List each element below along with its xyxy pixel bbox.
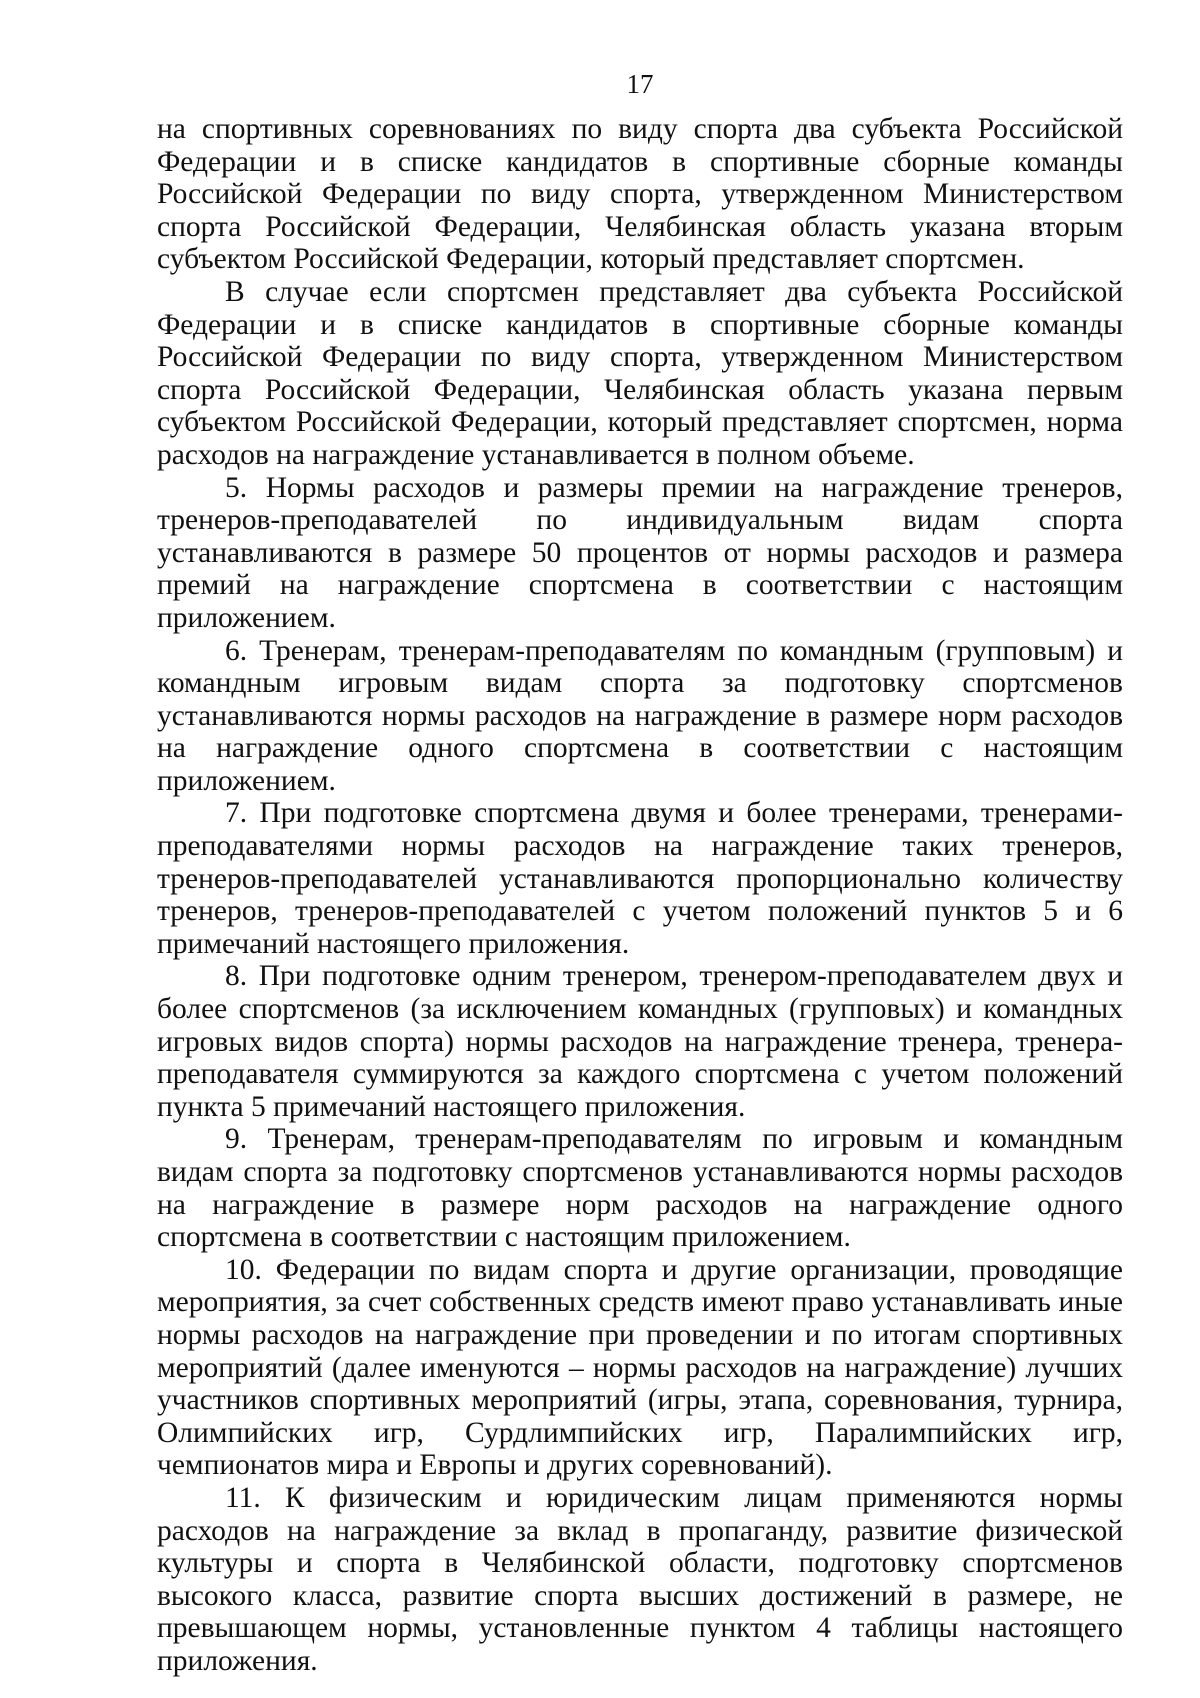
paragraph-item-10: 10. Федерации по видам спорта и другие организации, проводящие мероприятия, за счет собственных средств имеют право устанавливать иные нормы расходов на награждение при проведении и по итогам спортивных мероприятий (далее именуются – нормы расходов на награждение) лучших участников спортивных мероприятий (игры, этапа, соревнования, турнира, Олимпийских игр, Сурдлимпийских игр, Паралимпийских игр, чемпионатов мира и Европы и других соревнований).	[157, 1253, 1123, 1482]
paragraph-item-8: 8. При подготовке одним тренером, тренером-преподавателем двух и более спортсменов (за исключением командных (групповых) и командных игровых видов спорта) нормы расходов на награждение тренера, тренера-преподавателя суммируются за каждого спортсмена с учетом положений пункта 5 примечаний настоящего приложения.	[157, 960, 1123, 1123]
paragraph-item-9: 9. Тренерам, тренерам-преподавателям по игровым и командным видам спорта за подготовку спортсменов устанавливаются нормы расходов на награждение в размере норм расходов на награждение одного спортсмена в соответствии с настоящим приложением.	[157, 1123, 1123, 1254]
paragraph-item-6: 6. Тренерам, тренерам-преподавателям по командным (групповым) и командным игровым видам спорта за подготовку спортсменов устанавливаются нормы расходов на награждение в размере норм расходов на награждение одного спортсмена в соответствии с настоящим приложением.	[157, 634, 1123, 797]
paragraph-item-7: 7. При подготовке спортсмена двумя и более тренерами, тренерами-преподавателями нормы расходов на награждение таких тренеров, тренеров-преподавателей устанавливаются пропорционально количеству тренеров, тренеров-преподавателей с учетом положений пунктов 5 и 6 примечаний настоящего приложения.	[157, 797, 1123, 960]
paragraph-continuation: на спортивных соревнованиях по виду спорта два субъекта Российской Федерации и в списке кандидатов в спортивные сборные команды Российской Федерации по виду спорта, утвержденном Министерством спорта Российской Федерации, Челябинская область указана вторым субъектом Российской Федерации, который представляет спортсмен.	[157, 113, 1123, 276]
paragraph-both-subjects-first: В случае если спортсмен представляет два субъекта Российской Федерации и в списке кандидатов в спортивные сборные команды Российской Федерации по виду спорта, утвержденном Министерством спорта Российской Федерации, Челябинская область указана первым субъектом Российской Федерации, который представляет спортсмен, норма расходов на награждение устанавливается в полном объеме.	[157, 275, 1123, 471]
page-number: 17	[626, 69, 654, 99]
paragraph-item-11: 11. К физическим и юридическим лицам применяются нормы расходов на награждение за вклад в пропаганду, развитие физической культуры и спорта в Челябинской области, подготовку спортсменов высокого класса, развитие спорта высших достижений в размере, не превышающем нормы, установленные пунктом 4 таблицы настоящего приложения.	[157, 1481, 1123, 1677]
document-body	[157, 113, 1123, 1678]
paragraph-item-5: 5. Нормы расходов и размеры премии на награждение тренеров, тренеров-преподавателей по индивидуальным видам спорта устанавливаются в размере 50 процентов от нормы расходов и размера премий на награждение спортсмена в соответствии с настоящим приложением.	[157, 471, 1123, 634]
